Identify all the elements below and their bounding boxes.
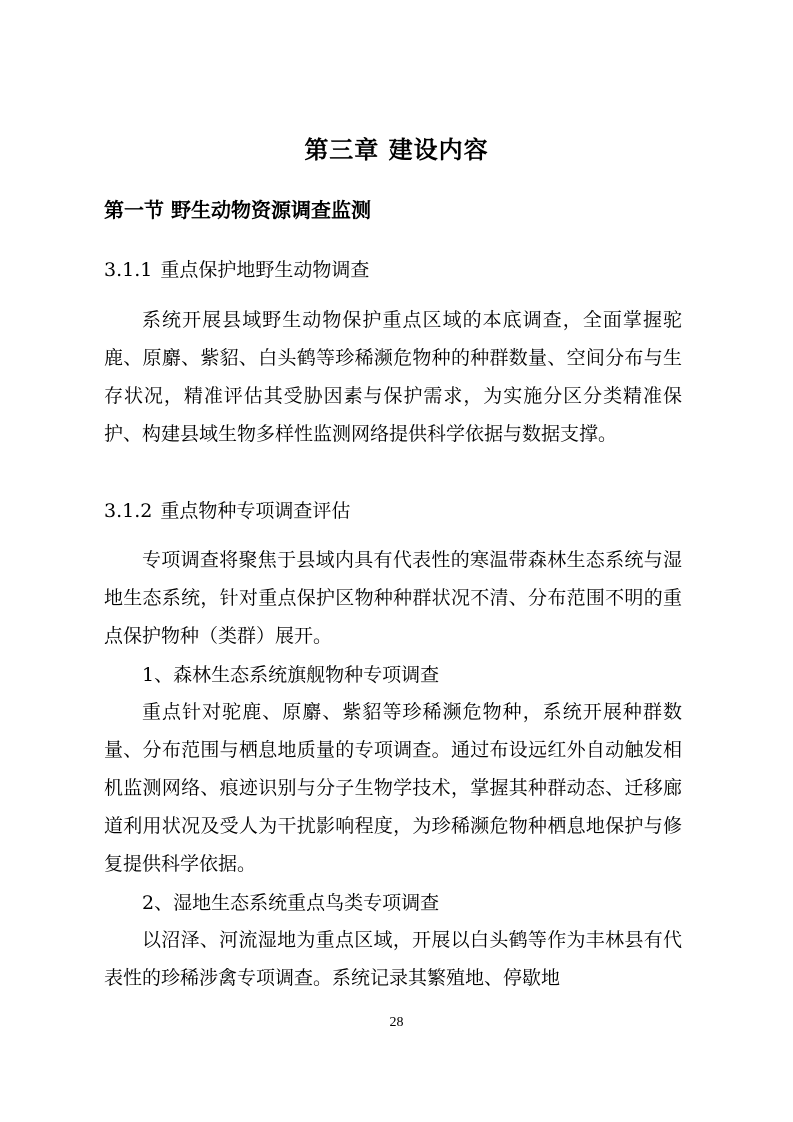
subsection-title: 重点保护地野生动物调查 bbox=[160, 259, 370, 281]
subsection-title: 重点物种专项调查评估 bbox=[160, 500, 351, 522]
paragraph-forest-flagship-species: 重点针对驼鹿、原麝、紫貂等珍稀濒危物种，系统开展种群数量、分布范围与栖息地质量的专项调查。通过布设远红外自动触发相机监测网络、痕迹识别与分子生物学技术，掌握其种群动态、迁移廊道利用状况及受人为干扰影响程度，为珍稀濒危物种栖息地保护与修复提供科学依据。 bbox=[104, 701, 682, 875]
section-title: 第一节 野生动物资源调查监测 bbox=[104, 198, 371, 222]
page-number: 28 bbox=[389, 1015, 404, 1030]
paragraph-special-survey-intro: 专项调查将聚焦于县域内具有代表性的寒温带森林生态系统与湿地生态系统，针对重点保护区物种种群状况不清、分布范围不明的重点保护物种（类群）展开。 bbox=[104, 549, 682, 647]
item-forest-flagship-species: 1、森林生态系统旗舰物种专项调查 bbox=[142, 664, 440, 686]
subsection-number: 3.1.2 bbox=[104, 500, 153, 522]
item-wetland-key-birds: 2、湿地生态系统重点鸟类专项调查 bbox=[142, 892, 440, 914]
subsection-heading-3-1-2 bbox=[104, 497, 350, 525]
paragraph-wetland-key-birds: 以沼泽、河流湿地为重点区域，开展以白头鹤等作为丰林县有代表性的珍稀涉禽专项调查。系统记录其繁殖地、停歇地 bbox=[104, 929, 682, 989]
subsection-heading-3-1-1 bbox=[104, 256, 369, 284]
chapter-title: 第三章 建设内容 bbox=[304, 136, 489, 164]
paragraph-key-protected-area-survey: 系统开展县域野生动物保护重点区域的本底调查，全面掌握驼鹿、原麝、紫貂、白头鹤等珍稀濒危物种的种群数量、空间分布与生存状况，精准评估其受胁因素与保护需求，为实施分区分类精准保护、构建县域生物多样性监测网络提供科学依据与数据支撑。 bbox=[104, 309, 682, 445]
subsection-number: 3.1.1 bbox=[104, 259, 153, 281]
